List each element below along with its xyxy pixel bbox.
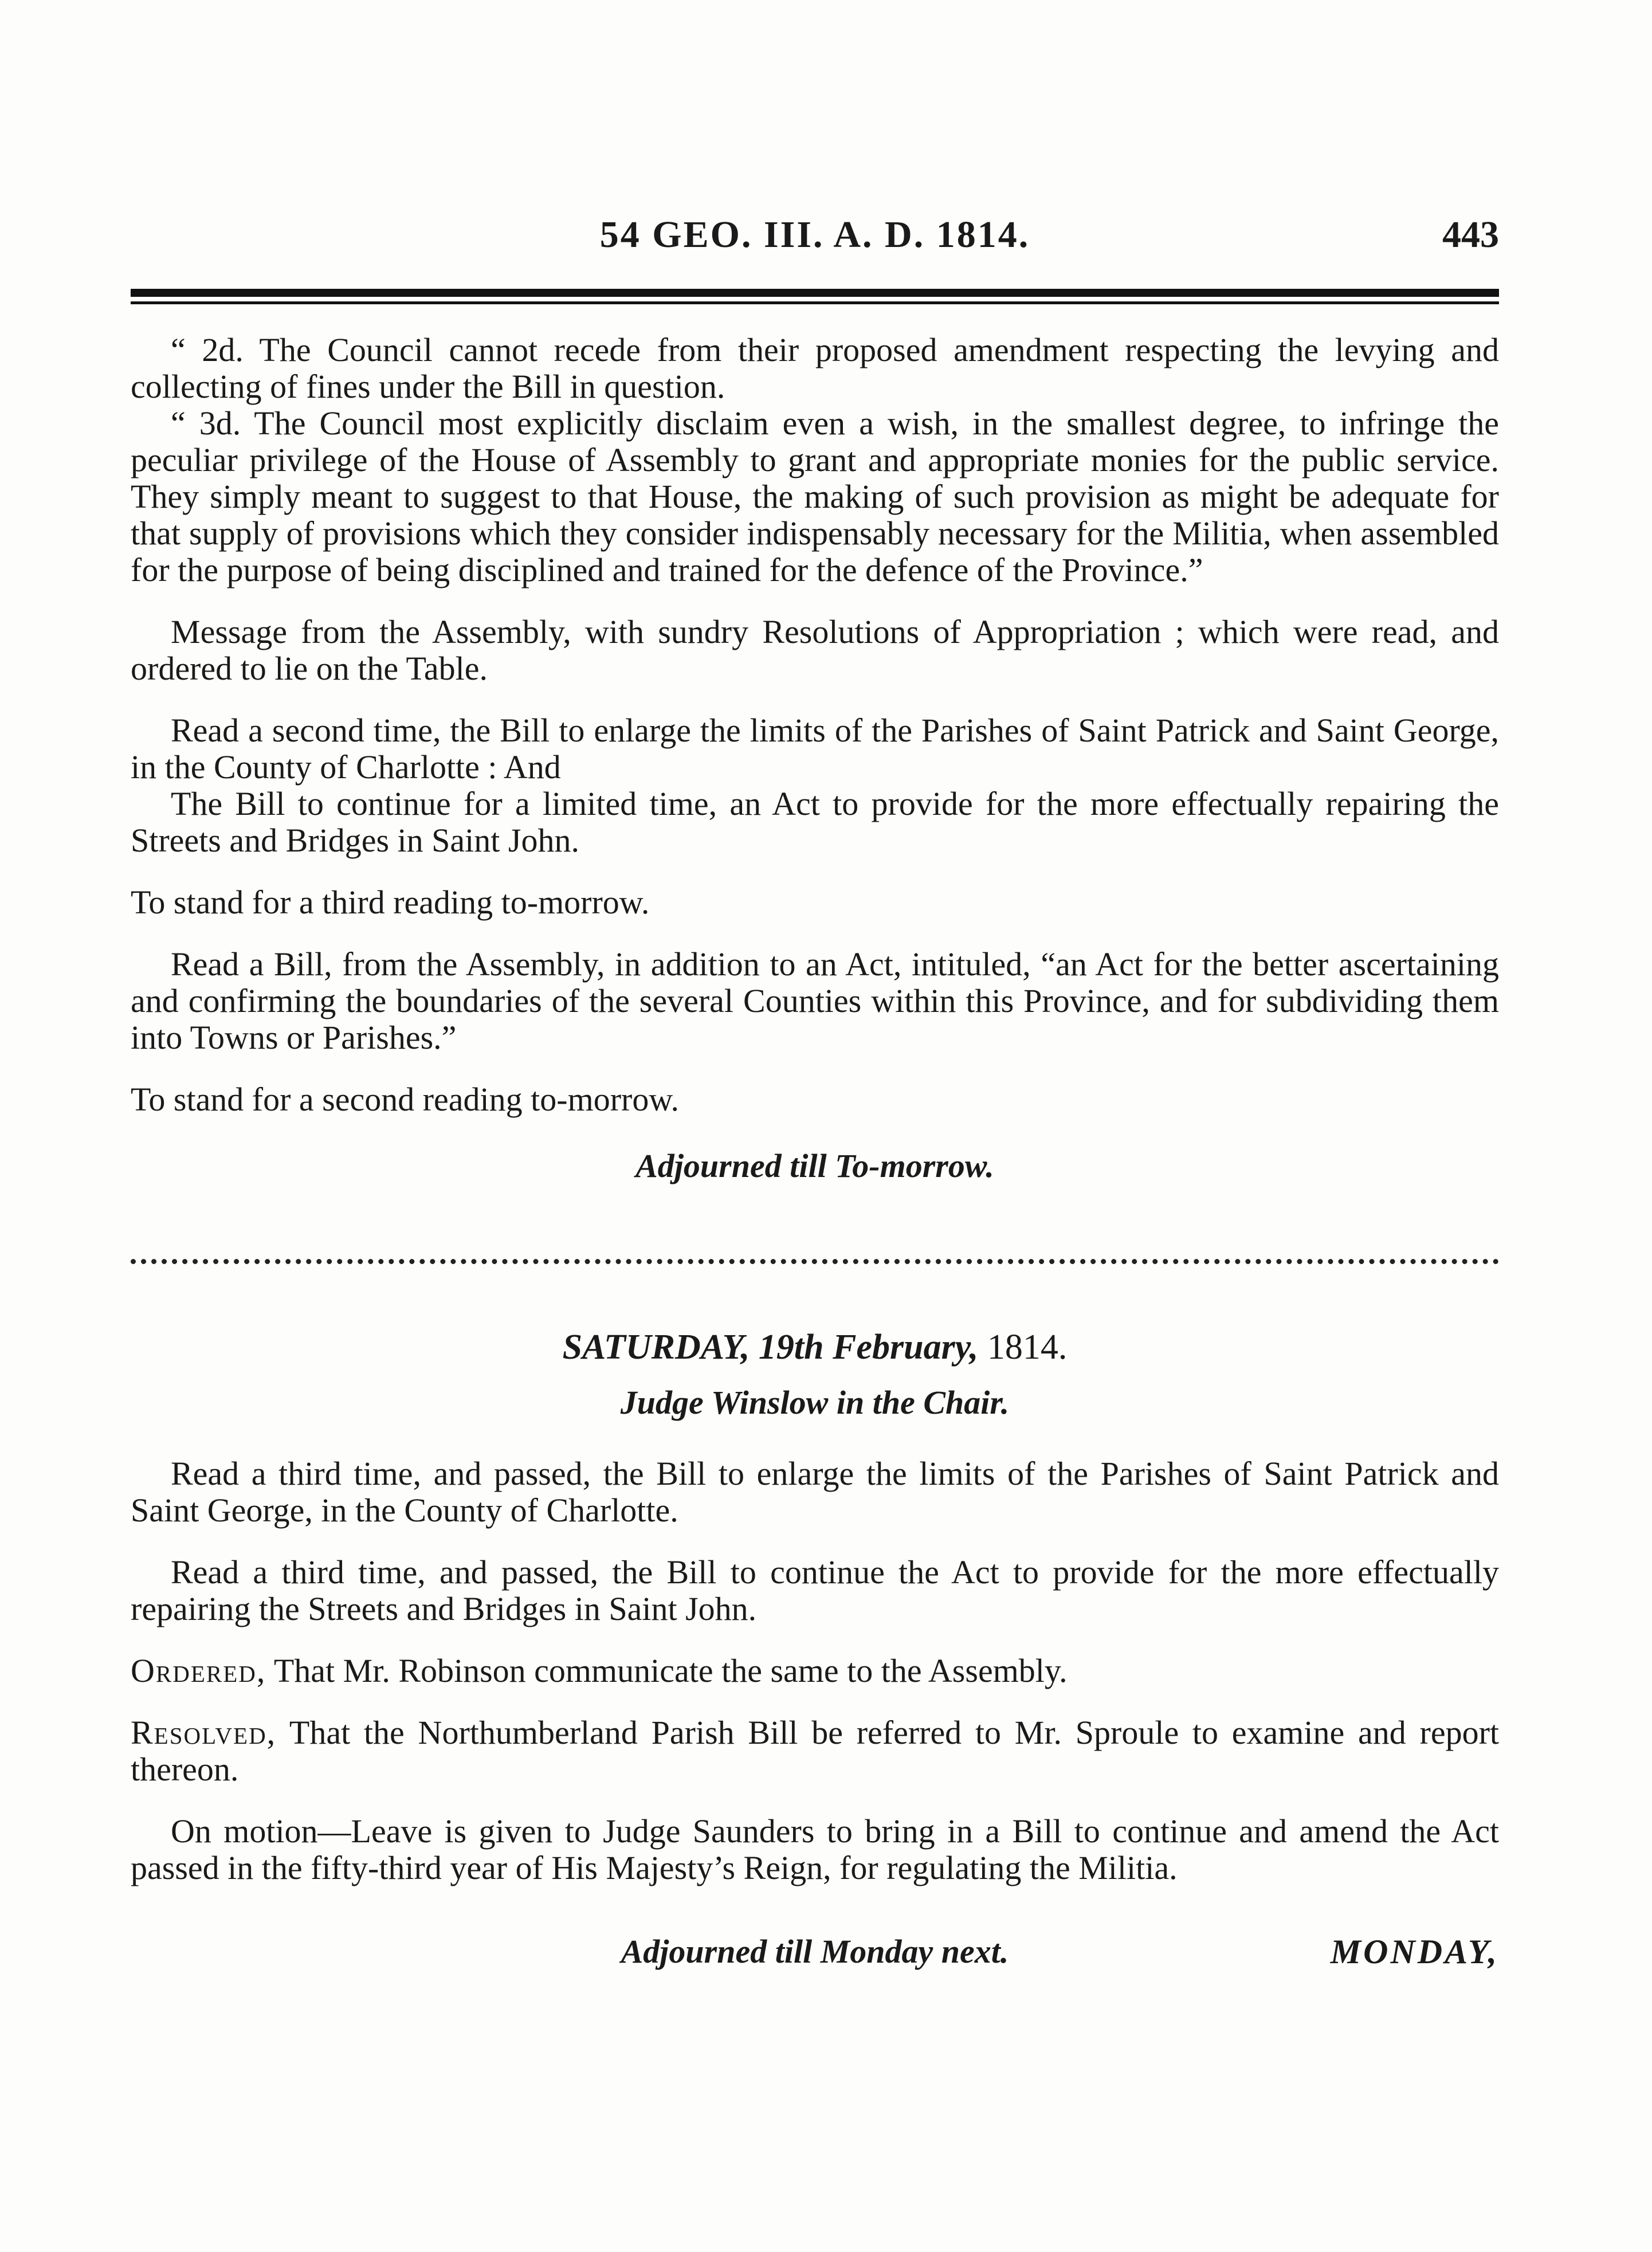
page-number: 443 (1442, 214, 1499, 256)
date-day: SATURDAY, (562, 1328, 750, 1367)
paragraph-streets-passed: Read a third time, and passed, the Bill to continue the Act to provide for the more effectually repairing the Streets and Bridges in Saint John. (131, 1553, 1499, 1627)
running-title: 54 GEO. III. A. D. 1814. (599, 214, 1030, 256)
section-divider (131, 1259, 1499, 1264)
paragraph-third-reading-notice: To stand for a third reading to-morrow. (131, 884, 650, 921)
paragraph-second-reading: Read a second time, the Bill to enlarge the limits of the Parishes of Saint Patrick and Saint George, in the County of Charlotte : And (131, 712, 1499, 786)
chair-note: Judge Winslow in the Chair. (620, 1384, 1010, 1421)
footer-line (131, 1932, 1499, 1978)
running-head (131, 213, 1499, 276)
date-year: 1814. (987, 1328, 1068, 1367)
header-rule-thick (131, 289, 1499, 297)
paragraph-message-assembly: Message from the Assembly, with sundry Resolutions of Appropriation ; which were read, and ordered to lie on the Table. (131, 613, 1499, 687)
ordered-text: That Mr. Robinson communicate the same to the Assembly. (273, 1652, 1068, 1689)
adjourned-note: Adjourned till To-morrow. (635, 1147, 994, 1184)
footer-adjourned: Adjourned till Monday next. (621, 1933, 1009, 1970)
paragraph-counties-bill: Read a Bill, from the Assembly, in addition to an Act, intituled, “an Act for the better ascertaining and confirming the boundaries of the several Counties within this Province, and for subdividing them into Towns or Parishes.” (131, 945, 1499, 1056)
resolved-label: Resolved, (131, 1714, 277, 1751)
page-content (131, 213, 1499, 1978)
paragraph-council-3d: “ 3d. The Council most explicitly disclaim even a wish, in the smallest degree, to infringe the peculiar privilege of the House of Assembly to grant and appropriate monies for the public service. They simply meant to suggest to that House, the making of such provision as might be adequate for that supply of provisions which they consider indispensably necessary for the Militia, when assembled for the purpose of being disciplined and trained for the defence of the Province.” (131, 405, 1499, 588)
paragraph-streets-bill: The Bill to continue for a limited time, an Act to provide for the more effectually repairing the Streets and Bridges in Saint John. (131, 785, 1499, 859)
date-number: 19th (758, 1328, 824, 1367)
catchword: MONDAY, (1330, 1933, 1499, 1971)
paragraph-on-motion: On motion—Leave is given to Judge Saunders to bring in a Bill to continue and amend the Act passed in the fifty-third year of His Majesty’s Reign, for regulating the Militia. (131, 1812, 1499, 1886)
ordered-label: Ordered, (131, 1652, 266, 1689)
paragraph-council-2d: “ 2d. The Council cannot recede from their proposed amendment respecting the levying and collecting of fines under the Bill in question. (131, 331, 1499, 405)
header-rule-thin (131, 301, 1499, 304)
date-month: February, (833, 1328, 979, 1367)
date-heading (131, 1327, 1499, 1367)
resolved-text: That the Northumberland Parish Bill be referred to Mr. Sproule to examine and report thereon. (131, 1714, 1500, 1788)
paragraph-resolved (131, 1714, 1499, 1788)
paragraph-ordered (131, 1653, 1499, 1689)
paragraph-parishes-passed: Read a third time, and passed, the Bill to enlarge the limits of the Parishes of Saint Patrick and Saint George, in the County of Charlotte. (131, 1455, 1499, 1529)
paragraph-second-reading-notice: To stand for a second reading to-morrow. (131, 1081, 679, 1118)
